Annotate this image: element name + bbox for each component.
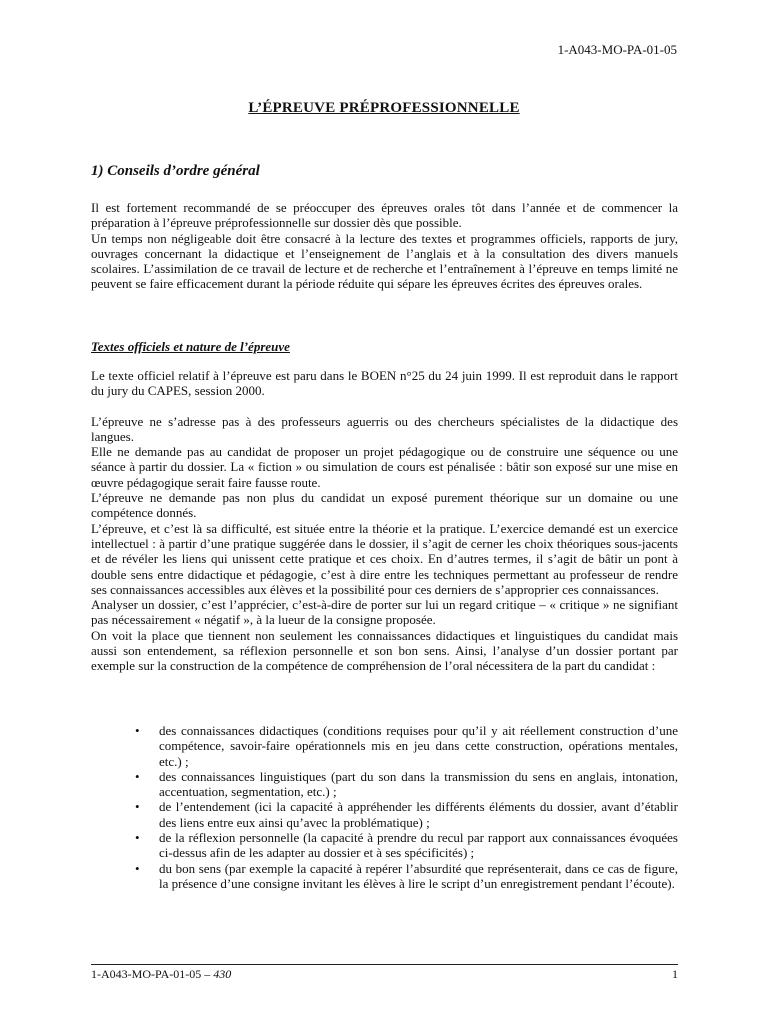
- paragraph: Analyser un dossier, c’est l’apprécier, c’est-à-dire de porter sur lui un regard critique – « critique » ne signifiant pas nécessairement « négatif », à la lueur de la consigne proposée.: [91, 597, 678, 628]
- section-heading-official-texts: Textes officiels et nature de l’épreuve: [91, 339, 290, 354]
- list-item: • du bon sens (par exemple la capacité à repérer l’absurdité que représenterait, dans ce cas de figure, la présence d’une consigne invitant les élèves à lire le script d’un enregistrement pendant l’écoute).: [135, 860, 678, 891]
- section-general-advice-body: [91, 200, 678, 292]
- page-title: L’ÉPREUVE PRÉPROFESSIONNELLE: [248, 100, 520, 116]
- paragraph: L’épreuve, et c’est là sa difficulté, est située entre la théorie et la pratique. L’exercice demandé est un exercice intellectuel : à partir d’une pratique suggérée dans le dossier, il s’agit de cerner les choix théoriques sous-jacents et de révéler les liens qui unissent cette pratique et ces choix. En d’autres termes, il s’agit de bâtir un pont à double sens entre didactique et pédagogie, c’est à dire entre les techniques permettant au professeur de rendre ses connaissances accessibles aux élèves et la possibilité pour ces derniers de s’approprier ces connaissances.: [91, 520, 678, 597]
- section-heading-general-advice: 1) Conseils d’ordre général: [91, 163, 260, 179]
- list-item: • de la réflexion personnelle (la capacité à prendre du recul par rapport aux connaissances évoquées ci-dessus afin de les adapter au dossier et à ses spécificités) ;: [135, 830, 678, 861]
- bullet-icon: •: [135, 723, 140, 738]
- bullet-icon: •: [135, 768, 140, 784]
- bullet-icon: •: [135, 860, 140, 876]
- paragraph: Un temps non négligeable doit être consacré à la lecture des textes et programmes officiels, rapports de jury, ouvrages concernant la didactique et l’enseignement de l’anglais et à la consultation des divers manuels scolaires. L’assimilation de ce travail de lecture et de recherche et l’entraînement à l’épreuve en temps limité ne peuvent se faire efficacement durant la période réduite qui sépare les épreuves écrites des épreuves orales.: [91, 230, 678, 292]
- page-number: 1: [672, 967, 678, 981]
- list-item: • des connaissances linguistiques (part du son dans la transmission du sens en anglais, intonation, accentuation, segmentation, etc.) ;: [135, 768, 678, 800]
- bullet-icon: •: [135, 830, 140, 846]
- paragraph: On voit la place que tiennent non seulement les connaissances didactiques et linguistiques du candidat mais aussi son entendement, sa réflexion personnelle et son bon sens. Ainsi, l’analyse d’un dossier portant par exemple sur la construction de la compétence de compréhension de l’oral nécessitera de la part du candidat :: [91, 627, 678, 674]
- bullet-icon: •: [135, 799, 140, 815]
- paragraph: Il est fortement recommandé de se préoccuper des épreuves orales tôt dans l’année et de commencer la préparation à l’épreuve préprofessionnelle sur dossier dès que possible.: [91, 200, 678, 231]
- bullet-list: [91, 723, 678, 891]
- document-reference: 1-A043-MO-PA-01-05: [557, 42, 677, 57]
- paragraph: L’épreuve ne s’adresse pas à des professeurs aguerris ou des chercheurs spécialistes de la didactique des langues.: [91, 413, 678, 444]
- footer-divider: [91, 964, 678, 965]
- list-item: • de l’entendement (ici la capacité à appréhender les différents éléments du dossier, avant d’établir des liens entre eux ainsi qu’avec la problématique) ;: [135, 799, 678, 830]
- paragraph: Le texte officiel relatif à l’épreuve est paru dans le BOEN n°25 du 24 juin 1999. Il est reproduit dans le rapport du jury du CAPES, session 2000.: [91, 368, 678, 399]
- paragraph: Elle ne demande pas au candidat de proposer un projet pédagogique ou de construire une séquence ou une séance à partir du dossier. La « fiction » ou simulation de cours est pénalisée : bâtir son exposé sur une mise en œuvre pédagogique serait faire fausse route.: [91, 444, 678, 490]
- footer-reference: 1-A043-MO-PA-01-05 – 430: [91, 967, 232, 981]
- footer-number: 430: [213, 967, 232, 981]
- paragraph: L’épreuve ne demande pas non plus du candidat un exposé purement théorique sur un domaine ou une compétence donnés.: [91, 490, 678, 521]
- list-item: • des connaissances didactiques (conditions requises pour qu’il y ait réellement construction d’une compétence, savoir-faire opérationnels mis en jeu dans cette construction, opérations mentales, etc.) ;: [135, 723, 678, 769]
- section-official-texts-body: [91, 368, 678, 674]
